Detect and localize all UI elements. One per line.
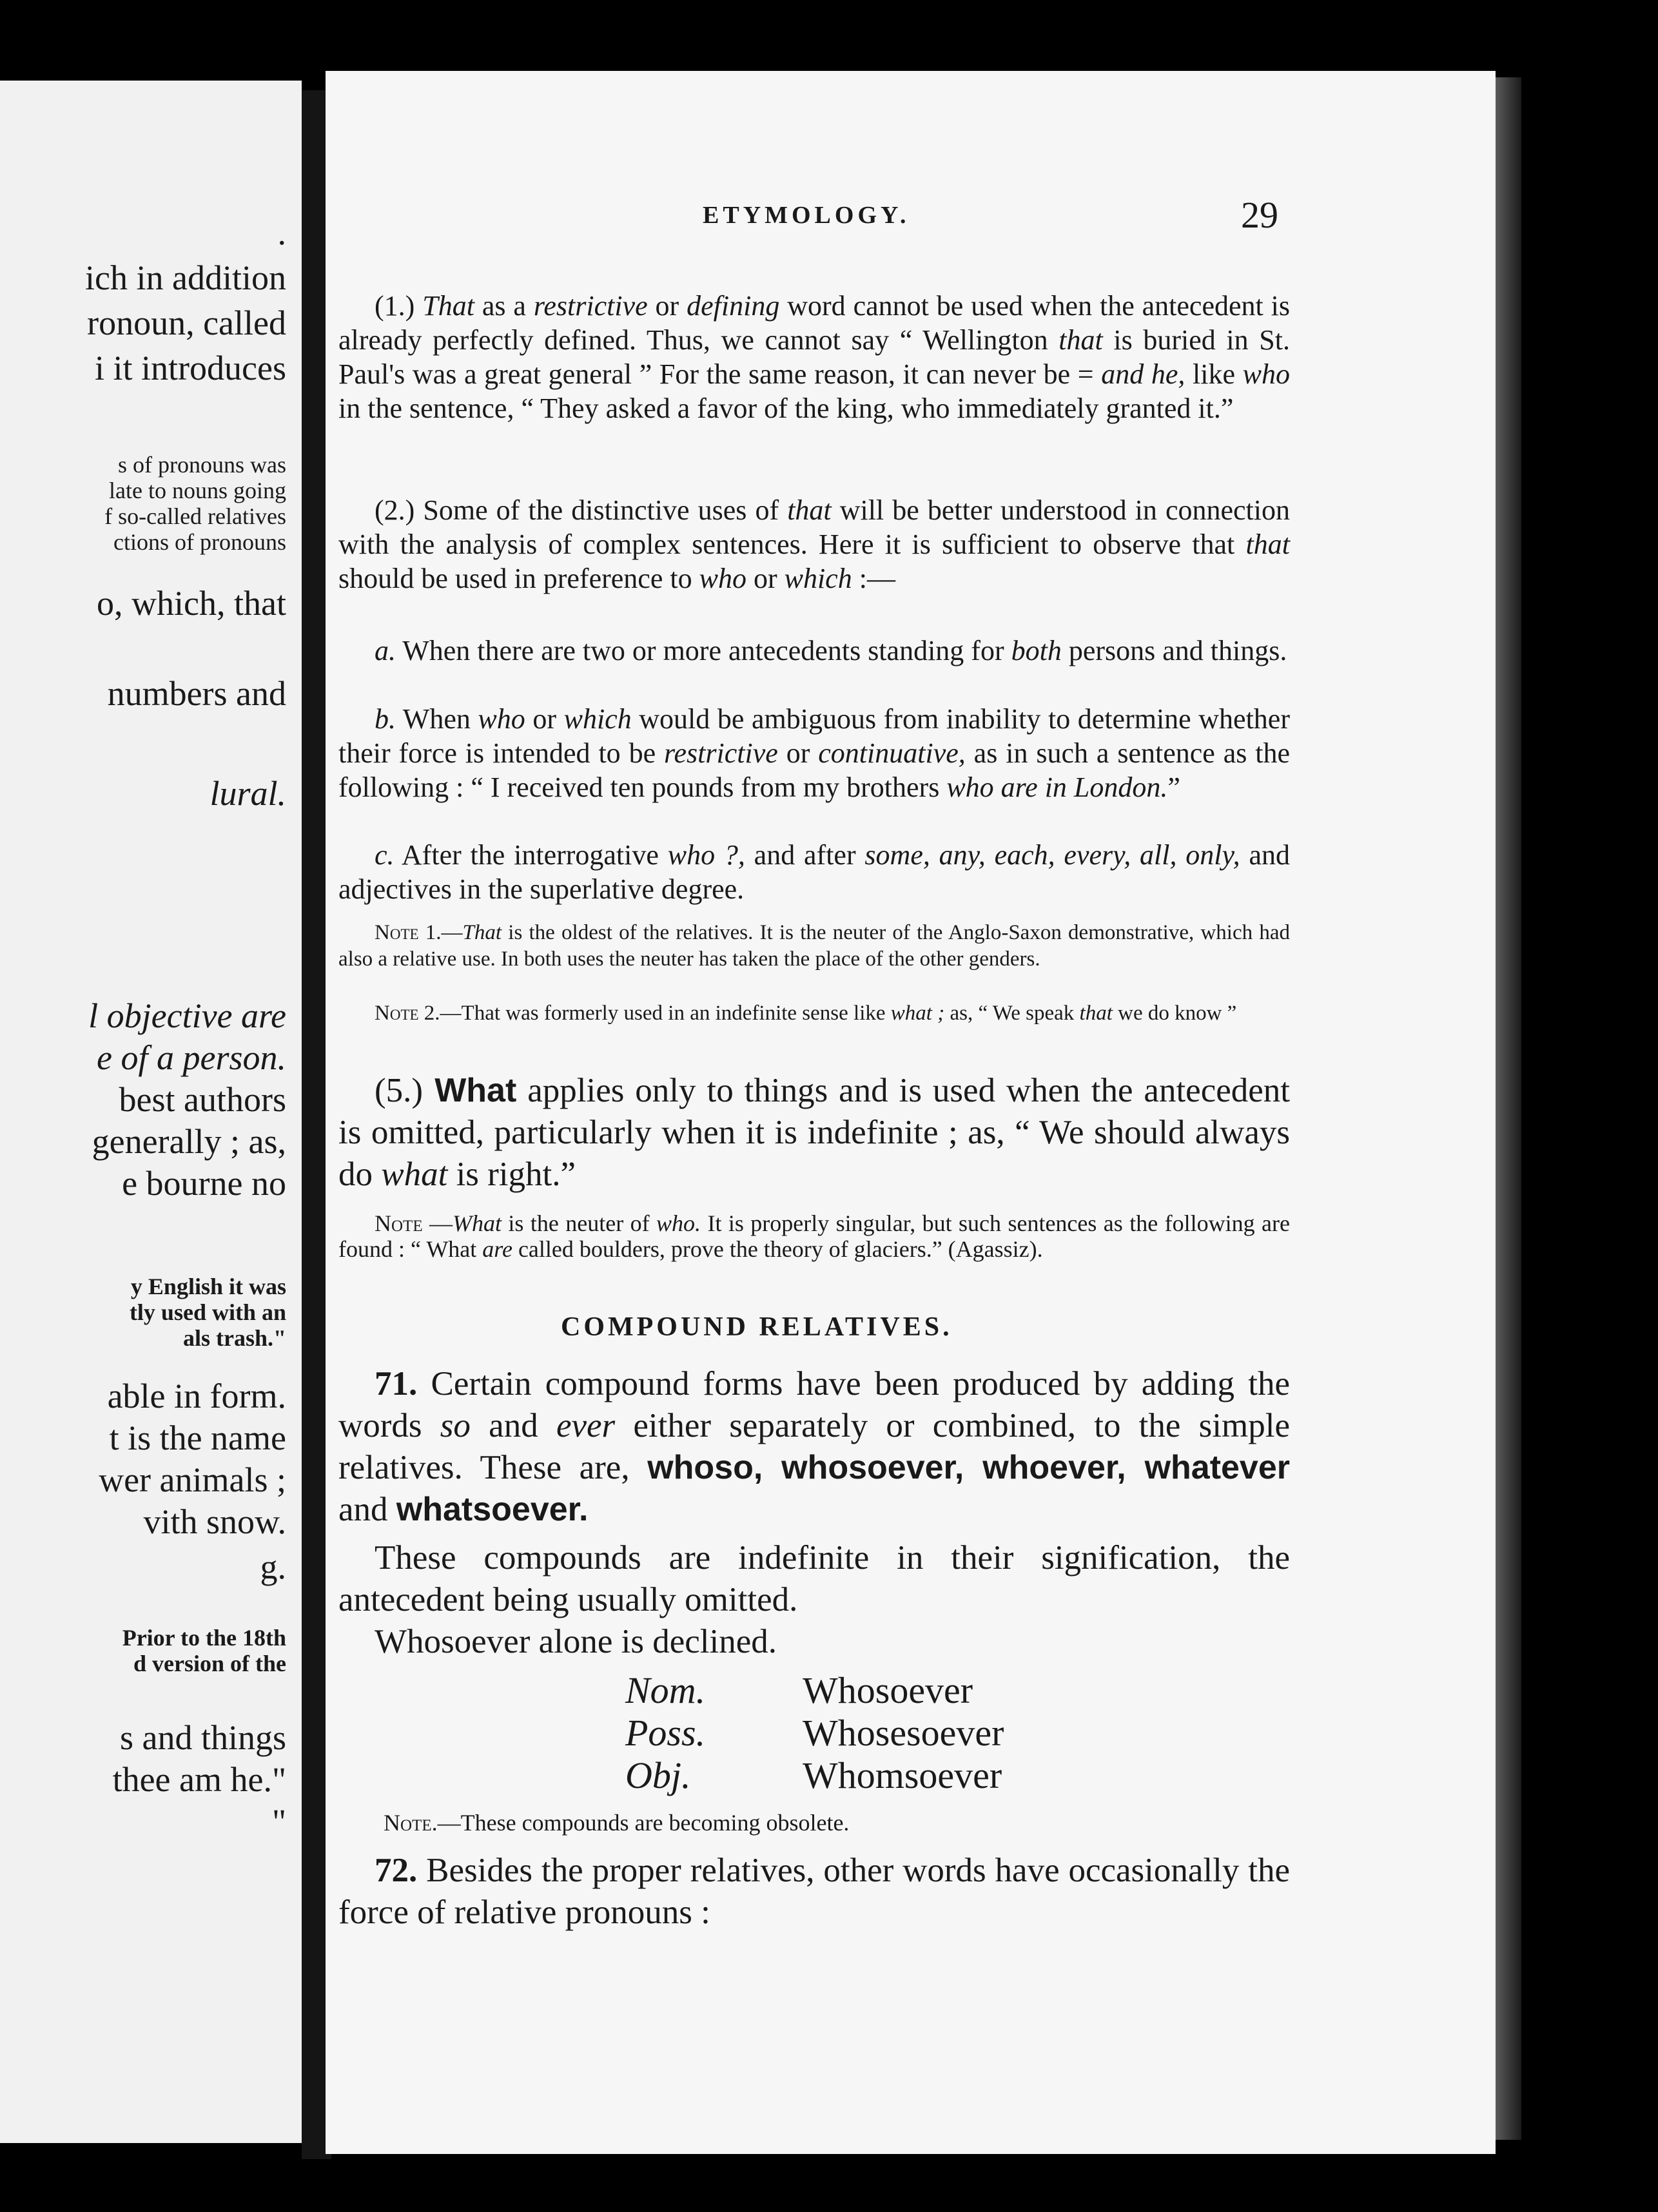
left-page-line: g. <box>260 1547 286 1586</box>
text: in the sentence, “ They asked a favor of the king, who immediately granted it.” <box>338 393 1234 424</box>
list-item-a <box>338 634 1290 668</box>
paragraph-5 <box>338 1070 1290 1196</box>
italic-word: who ?, <box>667 839 745 871</box>
italic-word: restrictive <box>664 737 778 769</box>
text: called boulders, prove the theory of glaciers.” (Agassiz). <box>512 1236 1043 1262</box>
italic-word: so <box>440 1407 471 1444</box>
text: and <box>470 1407 556 1444</box>
left-facing-page <box>0 81 302 2143</box>
text: will be better understood in connection with the analysis of complex sentences. Here it is sufficient to observe that <box>338 494 1290 560</box>
italic-word: that <box>787 494 832 526</box>
left-page-line: o, which, that <box>97 584 286 623</box>
text: Besides the proper relatives, other words have occasionally the force of relative pronouns : <box>338 1852 1290 1931</box>
left-page-line: generally ; as, <box>92 1122 286 1161</box>
declension-row <box>625 1754 1205 1797</box>
paragraph-71 <box>338 1363 1290 1531</box>
left-page-line: ich in addition <box>85 258 286 297</box>
text: Some of the distinctive uses of <box>414 494 788 526</box>
text: :— <box>852 563 895 594</box>
text: and after <box>745 839 865 871</box>
text: When <box>396 703 478 735</box>
italic-word: that <box>1079 1002 1113 1025</box>
list-label: a. <box>375 635 396 666</box>
italic-word: and he, <box>1101 358 1185 390</box>
text: would be ambiguous from inability to determine whether their force is intended to be <box>338 703 1290 769</box>
left-page-line: l objective are <box>88 996 286 1035</box>
note-what <box>338 1210 1290 1262</box>
left-page-line: f so-called relatives <box>104 503 286 529</box>
text: as a <box>474 290 534 322</box>
paragraph-label: (1.) <box>375 290 415 322</box>
text: either separately or combined, to the simple relatives. These are, <box>338 1407 1290 1486</box>
paragraph-71-c <box>338 1621 1290 1663</box>
text: should be used in preference to <box>338 563 699 594</box>
text: or <box>647 290 687 322</box>
italic-word: continuative, <box>818 737 966 769</box>
text: is the oldest of the relatives. It is the neuter of the Anglo-Saxon demonstrative, which had also a relative use. In both uses the neuter has taken the place of the other genders. <box>338 921 1290 971</box>
paragraph-72 <box>338 1850 1290 1934</box>
left-page-line: als trash." <box>183 1325 286 1351</box>
text: or <box>777 737 819 769</box>
left-page-line: numbers and <box>107 674 286 713</box>
left-page-line: vith snow. <box>143 1502 286 1541</box>
note-label: Note 2.— <box>375 1002 462 1025</box>
italic-word: restrictive <box>533 290 648 322</box>
paragraph-label: (5.) <box>375 1072 424 1109</box>
list-item-b <box>338 702 1290 804</box>
italic-word: which <box>563 703 632 735</box>
running-head: ETYMOLOGY. <box>703 202 910 229</box>
paragraph-71-b <box>338 1537 1290 1621</box>
text: applies only to things and is used when the antecedent is omitted, particularly when it is indefinite ; as, “ We should always do <box>338 1072 1291 1193</box>
italic-word: That <box>422 290 474 322</box>
note-label: Note 1.— <box>375 921 463 944</box>
note-label: Note — <box>375 1210 453 1236</box>
text: After the interrogative <box>394 839 668 871</box>
paragraph-label: (2.) <box>375 494 415 526</box>
bold-term: What <box>423 1072 517 1109</box>
italic-word: What <box>453 1210 502 1236</box>
text: as, “ We speak <box>944 1002 1080 1025</box>
left-page-line: " <box>271 1802 286 1841</box>
italic-word: who <box>699 563 746 594</box>
italic-word: are <box>482 1236 512 1262</box>
text: and adjectives in the superlative degree. <box>338 839 1290 905</box>
paragraph-number: 71. <box>375 1365 418 1402</box>
left-page-line: ronoun, called <box>87 304 286 342</box>
section-heading: COMPOUND RELATIVES. <box>561 1312 953 1342</box>
text: These compounds are indefinite in their signification, the antecedent being usually omitted. <box>338 1539 1290 1618</box>
left-page-line: s and things <box>119 1718 286 1757</box>
left-page-line: thee am he." <box>112 1760 286 1799</box>
left-page-line: able in form. <box>107 1377 286 1415</box>
italic-word: both <box>1011 635 1062 666</box>
case-form: Whomsoever <box>803 1754 1002 1796</box>
list-label: c. <box>375 839 395 871</box>
italic-word: ever <box>556 1407 616 1444</box>
case-form: Whosesoever <box>803 1712 1004 1754</box>
text: Whosoever alone is declined. <box>375 1623 777 1660</box>
text: When there are two or more antecedents standing for <box>396 635 1011 666</box>
left-page-line: . <box>277 213 286 252</box>
text: or <box>525 703 564 735</box>
text: is the neuter of <box>502 1210 657 1236</box>
paragraph-1 <box>338 289 1290 425</box>
left-page-line: Prior to the 18th <box>122 1625 286 1651</box>
italic-word: who. <box>656 1210 701 1236</box>
italic-word: defining <box>687 290 780 322</box>
italic-word: what ; <box>890 1002 945 1025</box>
note-1 <box>338 920 1290 973</box>
case-label: Nom. <box>625 1669 706 1711</box>
text: or <box>746 563 785 594</box>
text: is right.” <box>447 1156 576 1193</box>
left-page-line: tly used with an <box>129 1299 286 1325</box>
text: ” <box>1167 771 1180 803</box>
text: Certain compound forms have been produced by adding the words <box>338 1365 1290 1444</box>
declension-row <box>625 1712 1205 1754</box>
text: and <box>338 1491 396 1528</box>
left-page-line: best authors <box>119 1080 286 1119</box>
italic-word: who <box>478 703 525 735</box>
left-page-line: d version of the <box>133 1651 286 1676</box>
italic-word: who are in London. <box>946 771 1168 803</box>
left-page-line: ctions of pronouns <box>113 529 286 555</box>
left-page-line: e bourne no <box>122 1164 286 1203</box>
case-label: Poss. <box>625 1712 706 1754</box>
note-compounds <box>384 1810 1335 1836</box>
left-page-line: s of pronouns was <box>118 452 286 478</box>
list-label: b. <box>375 703 396 735</box>
paragraph-2 <box>338 493 1290 596</box>
left-page-line: late to nouns going <box>109 478 286 503</box>
italic-word: That <box>462 921 502 944</box>
italic-word: who <box>1242 358 1290 390</box>
left-page-line: t is the name <box>109 1419 286 1457</box>
case-label: Obj. <box>625 1754 691 1796</box>
left-page-line: wer animals ; <box>99 1460 286 1499</box>
text: That was formerly used in an indefinite sense like <box>461 1002 891 1025</box>
note-label: Note.— <box>384 1810 461 1836</box>
paragraph-number: 72. <box>375 1852 418 1889</box>
declension-table <box>625 1669 1205 1797</box>
text: word cannot be used when the antecedent is already perfectly defined. Thus, we cannot say “ Wellington <box>338 290 1291 356</box>
italic-word: some, any, each, every, all, only, <box>864 839 1240 871</box>
page-number: 29 <box>1241 194 1278 236</box>
page-edge-shadow <box>1496 77 1521 2140</box>
case-form: Whosoever <box>803 1669 973 1711</box>
bold-term: whoso, whosoever, whoever, whatever <box>647 1449 1291 1486</box>
left-page-line: i it introduces <box>95 349 286 387</box>
list-item-c <box>338 838 1290 906</box>
italic-word: that <box>1058 324 1103 356</box>
bold-term: whatsoever. <box>396 1491 589 1528</box>
text: as in such a sentence as the following : “ I received ten pounds from my brothers <box>338 737 1291 803</box>
text: is buried in St. Paul's was a great general ” For the same reason, it can never be = <box>338 324 1290 390</box>
text: persons and things. <box>1061 635 1287 666</box>
text: like <box>1185 358 1243 390</box>
text: we do know ” <box>1112 1002 1237 1025</box>
left-page-line: lural. <box>210 774 286 813</box>
italic-word: which <box>784 563 852 594</box>
left-page-line: e of a person. <box>97 1038 286 1077</box>
left-page-line: y English it was <box>130 1274 286 1299</box>
note-2 <box>338 1000 1290 1027</box>
italic-word: what <box>381 1156 448 1193</box>
declension-row <box>625 1669 1205 1712</box>
text: It is properly singular, but such sentences as the following are found : “ What <box>338 1210 1290 1262</box>
text: These compounds are becoming obsolete. <box>460 1810 850 1836</box>
italic-word: that <box>1245 529 1290 560</box>
